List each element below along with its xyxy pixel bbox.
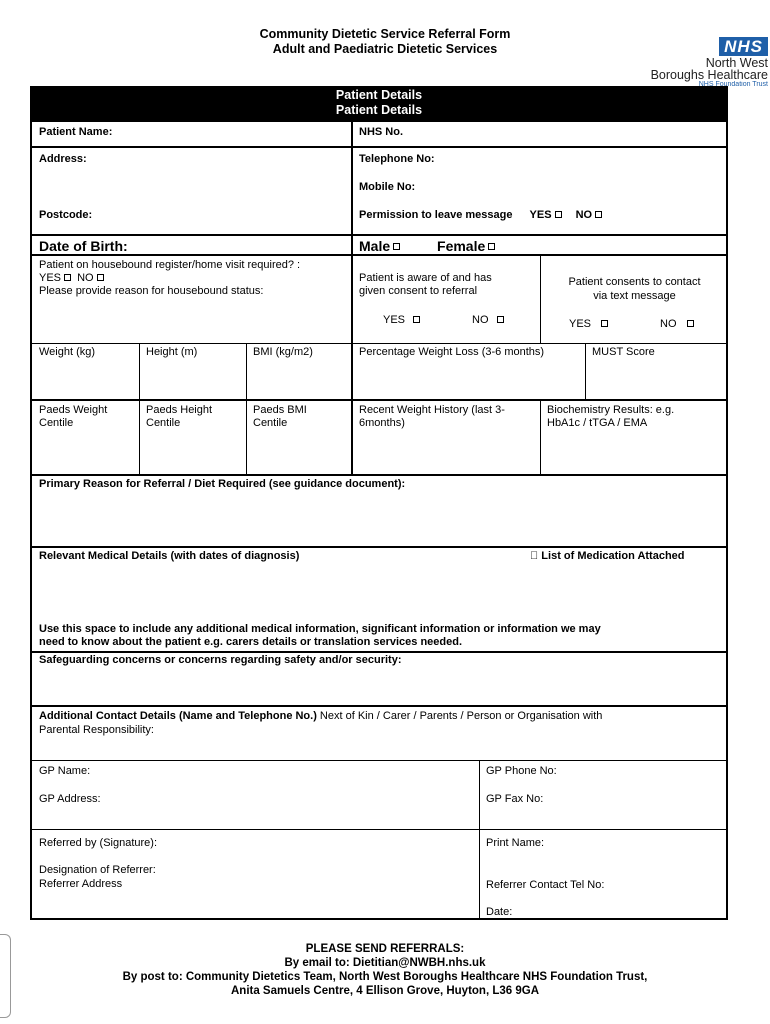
aware-yes-group [383, 314, 423, 327]
footer-line-4: Anita Samuels Centre, 4 Ellison Grove, Huyton, L36 9GA [230, 985, 540, 997]
gender-row [359, 238, 498, 254]
additional-contact-rest: Next of Kin / Carer / Parents / Person or Organisation with [316, 710, 603, 722]
paeds-weight-line-2: Centile [39, 417, 74, 429]
logo-line-1: North West [705, 56, 768, 70]
safeguarding-label: Safeguarding concerns or concerns regarding safety and/or security: [39, 654, 402, 666]
weight-loss-label: Percentage Weight Loss (3-6 months) [359, 346, 545, 358]
male-label: Male [359, 238, 391, 254]
medication-attached-label: List of Medication Attached [530, 550, 674, 562]
recent-weight-line-2: 6months) [359, 417, 405, 429]
must-score-label: MUST Score [592, 346, 655, 358]
aware-yes-label: YES [383, 314, 406, 326]
footer-line-1: PLEASE SEND REFERRALS: [305, 943, 465, 955]
dob-label: Date of Birth: [39, 238, 128, 254]
paeds-bmi-line-2: Centile [253, 417, 288, 429]
footer [0, 942, 770, 998]
biochemistry-line-1: Biochemistry Results: e.g. [547, 404, 675, 416]
title-line-1: Community Dietetic Service Referral Form [259, 27, 511, 41]
gp-address-label: GP Address: [39, 793, 101, 805]
permission-yes-label: YES [529, 209, 552, 221]
housebound-yes-checkbox[interactable] [64, 274, 71, 281]
biochemistry-line-2: HbA1c / tTGA / EMA [547, 417, 648, 429]
permission-label: Permission to leave message [359, 209, 513, 221]
section-header-line-1: Patient Details [335, 88, 423, 102]
print-name-label: Print Name: [486, 837, 545, 849]
recent-weight-line-1: Recent Weight History (last 3- [359, 404, 505, 416]
gp-phone-label: GP Phone No: [486, 765, 557, 777]
mobile-label: Mobile No: [359, 181, 416, 193]
permission-row [359, 209, 605, 222]
medical-info-line-1: Use this space to include any additional medical information, significant information or information we may [39, 623, 601, 635]
footer-line-3: By post to: Community Dietetics Team, North West Boroughs Healthcare NHS Foundation Trust, [122, 971, 648, 983]
housebound-question: Patient on housebound register/home visit required? : [39, 259, 301, 271]
aware-no-checkbox[interactable] [497, 316, 504, 323]
paeds-bmi-line-1: Paeds BMI [253, 404, 307, 416]
additional-contact-line-1 [39, 710, 602, 723]
consent-no-checkbox[interactable] [687, 320, 694, 327]
aware-no-label: NO [472, 314, 489, 326]
paeds-height-line-2: Centile [146, 417, 181, 429]
referred-by-label: Referred by (Signature): [39, 837, 157, 849]
aware-no-group [472, 314, 507, 327]
medical-info-line-2: need to know about the patient e.g. carers details or translation services needed. [39, 636, 463, 648]
address-label: Address: [39, 153, 87, 165]
housebound-reason-label: Please provide reason for housebound status: [39, 285, 264, 297]
logo-line-3: NHS Foundation Trust [698, 81, 768, 86]
aware-line-1: Patient is aware of and has [359, 272, 492, 284]
female-checkbox[interactable] [488, 243, 495, 250]
aware-line-2: given consent to referral [359, 285, 478, 297]
primary-reason-label: Primary Reason for Referral / Diet Required (see guidance document): [39, 478, 406, 490]
logo-line-2: Boroughs Healthcare [650, 68, 768, 82]
referral-form [30, 86, 728, 920]
aware-yes-checkbox[interactable] [413, 316, 420, 323]
housebound-no-checkbox[interactable] [97, 274, 104, 281]
height-label: Height (m) [146, 346, 198, 358]
date-label: Date: [486, 906, 513, 918]
postcode-label: Postcode: [39, 209, 93, 221]
weight-label: Weight (kg) [39, 346, 96, 358]
form-title [200, 27, 570, 57]
male-checkbox[interactable] [393, 243, 400, 250]
bmi-label: BMI (kg/m2) [253, 346, 313, 358]
gp-fax-label: GP Fax No: [486, 793, 544, 805]
title-line-2: Adult and Paediatric Dietetic Services [272, 42, 498, 56]
footer-line-2: By email to: Dietitian@NWBH.nhs.uk [284, 957, 486, 969]
section-header-line-2: Patient Details [335, 103, 423, 117]
additional-contact-bold: Additional Contact Details (Name and Telephone No.) [39, 710, 317, 722]
section-header [32, 88, 726, 122]
consent-line-1: Patient consents to contact [568, 276, 701, 288]
housebound-no-label: NO [77, 272, 94, 284]
nhs-no-label: NHS No. [359, 126, 403, 138]
medical-details-label: Relevant Medical Details (with dates of diagnosis) [39, 550, 300, 562]
gp-name-label: GP Name: [39, 765, 91, 777]
additional-contact-line-2: Parental Responsibility: [39, 724, 154, 736]
designation-label: Designation of Referrer: [39, 864, 156, 876]
consent-no-label: NO [660, 318, 677, 330]
nhs-logo [651, 37, 768, 86]
permission-no-checkbox[interactable] [595, 211, 602, 218]
consent-yes-group [569, 318, 611, 331]
consent-yes-checkbox[interactable] [601, 320, 608, 327]
housebound-options [39, 272, 107, 285]
paeds-weight-line-1: Paeds Weight [39, 404, 108, 416]
housebound-yes-label: YES [39, 272, 62, 284]
permission-no-label: NO [575, 209, 593, 221]
consent-no-group [660, 318, 697, 331]
nhs-logo-box: NHS [719, 37, 768, 56]
permission-yes-checkbox[interactable] [555, 211, 562, 218]
female-label: Female [437, 238, 486, 254]
patient-name-label: Patient Name: [39, 126, 113, 138]
paeds-height-line-1: Paeds Height [146, 404, 213, 416]
consent-yes-label: YES [569, 318, 592, 330]
consent-line-2: via text message [593, 290, 676, 302]
referrer-address-label: Referrer Address [39, 878, 123, 890]
referrer-tel-label: Referrer Contact Tel No: [486, 879, 605, 891]
telephone-label: Telephone No: [359, 153, 435, 165]
